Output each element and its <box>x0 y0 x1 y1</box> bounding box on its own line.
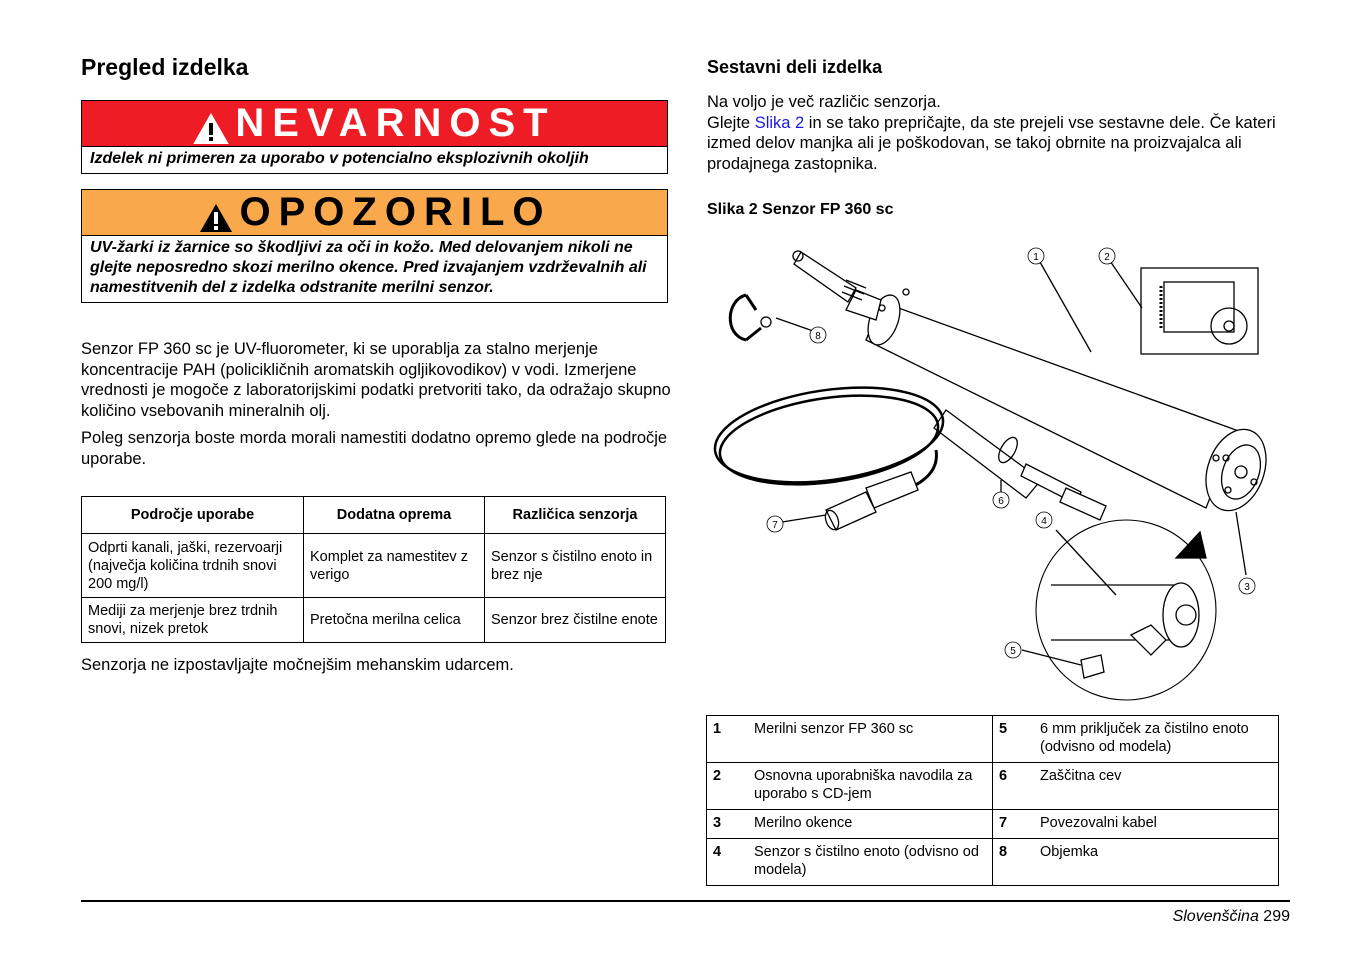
part-label: Osnovna uporabniška navodila za uporabo s CD-jem <box>748 763 992 810</box>
callout-2-label: 2 <box>1104 252 1110 263</box>
table-row <box>707 810 1279 839</box>
part-number: 6 <box>992 763 1034 810</box>
table-header-cell: Področje uporabe <box>82 497 304 534</box>
table-cell: Senzor s čistilno enoto in brez nje <box>485 534 666 598</box>
part-number: 2 <box>707 763 749 810</box>
callout-8-label: 8 <box>815 331 821 342</box>
part-number: 5 <box>992 716 1034 763</box>
shock-warning-paragraph: Senzorja ne izpostavljajte močnejšim mehanskim udarcem. <box>81 656 514 674</box>
section-heading: Sestavni deli izdelka <box>707 57 883 77</box>
figure-link[interactable]: Slika 2 <box>754 113 805 132</box>
components-intro <box>707 92 1287 174</box>
danger-notice <box>81 100 668 174</box>
warning-signal-bar <box>82 190 667 236</box>
warning-triangle-icon <box>198 202 234 234</box>
table-row <box>82 534 666 598</box>
table-cell: Mediji za merjenje brez trdnih snovi, nizek pretok <box>82 598 304 643</box>
footer-language: Slovenščina <box>1172 908 1259 925</box>
callout-6-label: 6 <box>998 496 1004 507</box>
page-heading: Pregled izdelka <box>81 54 249 80</box>
table-header-cell: Različica senzorja <box>485 497 666 534</box>
intro-paragraph: Senzor FP 360 sc je UV-fluorometer, ki se uporablja za stalno merjenje koncentracije PAH (policikličnih aromatskih ogljikovodikov) v vodi. Izmerjene vrednosti je mogoče z laboratorijskimi podatki pretvoriti tako, da odražajo skupno količino vsebovanih mineralnih olj. <box>81 340 671 420</box>
part-label: Senzor s čistilno enoto (odvisno od modela) <box>748 839 992 886</box>
intro-pre: Glejte <box>707 113 755 132</box>
table-row <box>82 598 666 643</box>
page-number: 299 <box>1263 908 1290 925</box>
figure-caption: Slika 2 Senzor FP 360 sc <box>707 201 894 218</box>
sensor-illustration <box>706 240 1281 710</box>
callout-5-label: 5 <box>1010 646 1016 657</box>
warning-notice <box>81 189 668 303</box>
part-label: Objemka <box>1034 839 1279 886</box>
table-row <box>707 716 1279 763</box>
table-cell: Pretočna merilna celica <box>304 598 485 643</box>
callout-7-label: 7 <box>772 520 778 531</box>
warning-message: UV-žarki iz žarnice so škodljivi za oči in kožo. Med delovanjem nikoli ne glejte neposredno skozi merilno okence. Pred izvajanjem vzdrževalnih ali namestitvenih del z izdelka odstranite merilni senzor. <box>90 239 647 296</box>
danger-message: Izdelek ni primeren za uporabo v potencialno eksplozivnih okoljih <box>90 150 589 167</box>
footer-rule <box>81 900 1290 902</box>
parts-table <box>706 715 1279 886</box>
part-number: 8 <box>992 839 1034 886</box>
application-table <box>81 496 666 643</box>
part-label: 6 mm priključek za čistilno enoto (odvisno od modela) <box>1034 716 1279 763</box>
table-cell: Senzor brez čistilne enote <box>485 598 666 643</box>
table-header-row <box>82 497 666 534</box>
part-label: Merilni senzor FP 360 sc <box>748 716 992 763</box>
danger-signal-bar <box>82 101 667 147</box>
table-row <box>707 763 1279 810</box>
table-cell: Komplet za namestitev z verigo <box>304 534 485 598</box>
part-label: Povezovalni kabel <box>1034 810 1279 839</box>
table-header-cell: Dodatna oprema <box>304 497 485 534</box>
part-label: Merilno okence <box>748 810 992 839</box>
warning-signal-word: OPOZORILO <box>239 190 552 234</box>
table-row <box>707 839 1279 886</box>
part-number: 1 <box>707 716 749 763</box>
callout-3-label: 3 <box>1244 582 1250 593</box>
intro-line-a: Na voljo je več različic senzorja. <box>707 93 941 111</box>
part-number: 4 <box>707 839 749 886</box>
accessories-paragraph: Poleg senzorja boste morda morali namestiti dodatno opremo glede na področje uporabe. <box>81 429 668 468</box>
danger-signal-word: NEVARNOST <box>235 101 556 145</box>
part-label: Zaščitna cev <box>1034 763 1279 810</box>
page-footer <box>1173 908 1290 926</box>
intro-post: in se tako prepričajte, da ste prejeli vse sestavne dele. Če kateri izmed delov manjka ali je poškodovan, se takoj obrnite na proizvajalca ali prodajnega zastopnika. <box>707 113 1276 173</box>
callout-4-label: 4 <box>1041 516 1047 527</box>
warning-triangle-icon <box>193 113 229 145</box>
part-number: 7 <box>992 810 1034 839</box>
callout-1-label: 1 <box>1033 252 1039 263</box>
table-cell: Odprti kanali, jaški, rezervoarji (največja količina trdnih snovi 200 mg/l) <box>82 534 304 598</box>
part-number: 3 <box>707 810 749 839</box>
